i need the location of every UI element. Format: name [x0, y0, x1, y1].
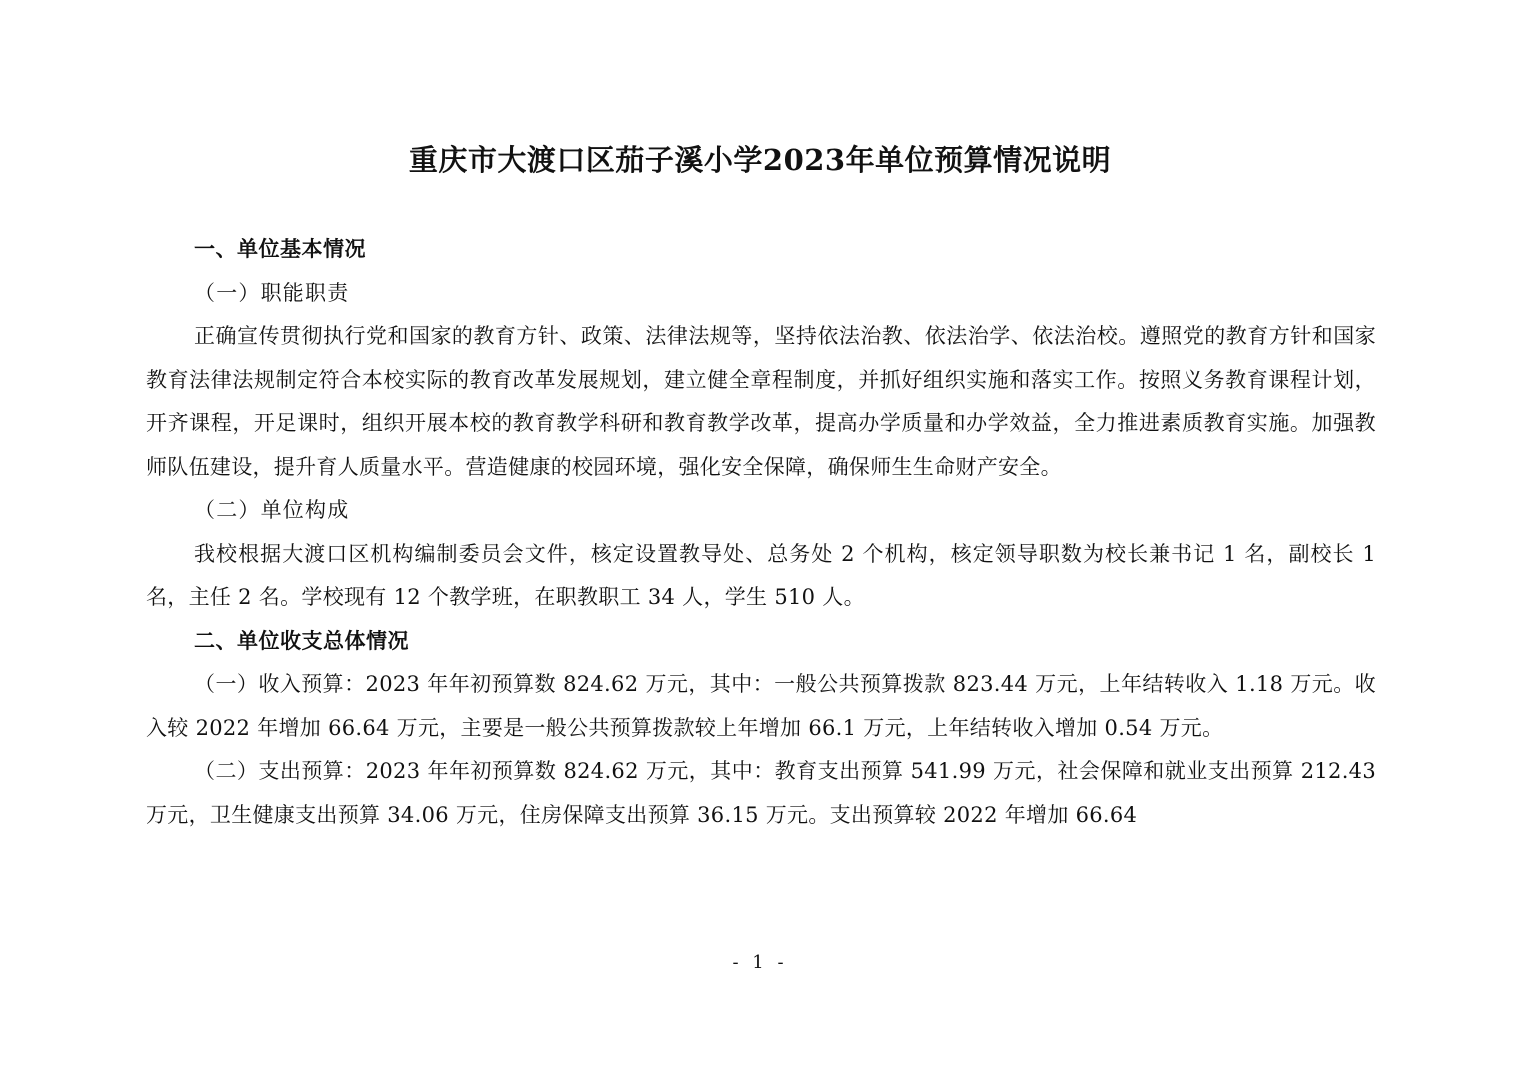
subsection-heading-functions: （一）职能职责 — [194, 280, 350, 305]
page-title: 重庆市大渡口区茄子溪小学2023年单位预算情况说明 — [408, 143, 1112, 177]
subsection-heading-composition: （二）单位构成 — [194, 498, 350, 522]
paragraph-composition: 我校根据大渡口区机构编制委员会文件，核定设置教导处、总务处 2 个机构，核定领导职数为校长兼书记 1 名，副校长 1 名，主任 2 名。学校现有 12 个教学班，在职教职工 34 人，学生 510 人。 — [146, 541, 1376, 609]
page-number: - 1 - — [732, 952, 788, 973]
paragraph-expenditure-budget: （二）支出预算：2023 年年初预算数 824.62 万元，其中：教育支出预算 541.99 万元，社会保障和就业支出预算 212.43 万元，卫生健康支出预算 34.06 万元，住房保障支出预算 36.15 万元。支出预算较 2022 年增加 66.64 — [146, 759, 1376, 827]
paragraph-functions: 正确宣传贯彻执行党和国家的教育方针、政策、法律法规等，坚持依法治教、依法治学、依法治校。遵照党的教育方针和国家教育法律法规制定符合本校实际的教育改革发展规划，建立健全章程制度，并抓好组织实施和落实工作。按照义务教育课程计划，开齐课程，开足课时，组织开展本校的教育教学科研和教育教学改革，提高办学质量和办学效益，全力推进素质教育实施。加强教师队伍建设，提升育人质量水平。营造健康的校园环境，强化安全保障，确保师生生命财产安全。 — [146, 324, 1376, 479]
paragraph-revenue-budget: （一）收入预算：2023 年年初预算数 824.62 万元，其中：一般公共预算拨款 823.44 万元，上年结转收入 1.18 万元。收入较 2022 年增加 66.64 万元，主要是一般公共预算拨款较上年增加 66.1 万元，上年结转收入增加 0.54 万元。 — [146, 672, 1376, 740]
section-heading-basic-info: 一、单位基本情况 — [194, 237, 366, 261]
document-body — [146, 228, 1376, 837]
section-heading-revenue-expenditure: 二、单位收支总体情况 — [194, 628, 409, 653]
